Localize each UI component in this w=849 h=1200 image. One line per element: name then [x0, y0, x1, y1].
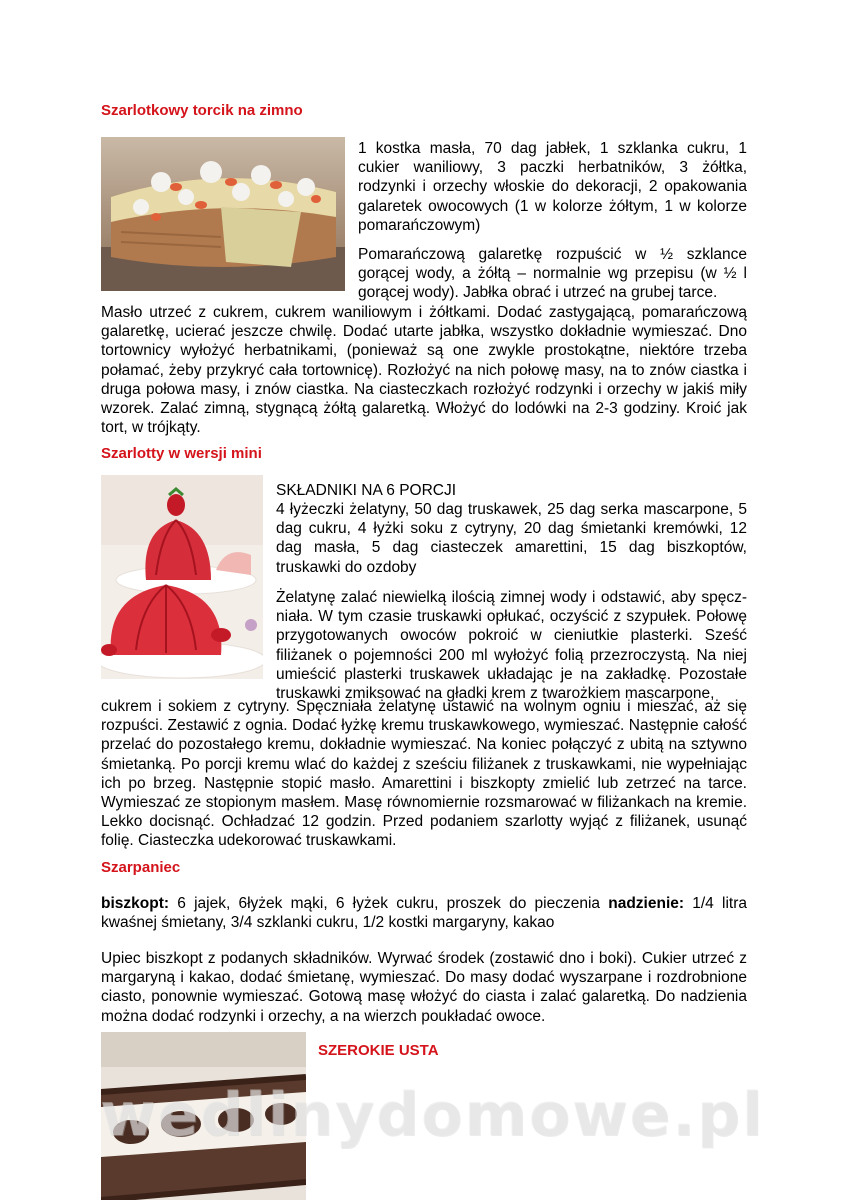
recipe2-ingredients: 4 łyżeczki żelatyny, 50 dag truskawek, 25 dag serka mascarpone, 5 dag cukru, 4 łyżki soku z cytryny, 20 dag śmietanki kremówki, 12 dag masła, 5 dag ciasteczek amarettini, 15 dag biszkoptów, truskawki do ozdoby	[276, 501, 747, 576]
recipe1-method-intro: Pomarańczową galaretkę rozpuścić w ½ szklance gorącej wody, a żółtą – normalnie wg przepisu (w ½ l gorącej wody). Jabłka obrać i utrzeć na grubej tarce.	[358, 246, 747, 302]
szerokie-usta-cake-photo	[101, 1032, 306, 1200]
recipe1-title: Szarlotkowy torcik na zimno	[101, 102, 303, 119]
biszkopt-label: biszkopt:	[101, 895, 170, 912]
recipe3-method: Upiec biszkopt z podanych składników. Wyrwać środek (zostawić dno i boki). Cukier utrzeć z margaryną i kakao, dodać śmietanę, wymieszać. Do masy dodać wyszarpane i rozdrobnione ciasto, ponownie wymieszać. Gotową masę włożyć do ciasta i zalać galaretką. Do nadzienia można dodać rodzynki i orzechy, a na wierzch poukładać owoce.	[101, 950, 747, 1025]
recipe2-title: Szarlotty w wersji mini	[101, 445, 262, 462]
recipe3-title: Szarpaniec	[101, 859, 181, 876]
strawberry-charlotte-photo	[101, 475, 263, 679]
szarlotka-cake-photo	[101, 137, 345, 291]
recipe1-method: Masło utrzeć z cukrem, cukrem waniliowym i żółtkami. Dodać zastygającą, pomarańczową galaretkę, ucierać jeszcze chwilę. Dodać utarte jabłka, wszystko dokładnie wymieszać. Dno tortownicy wyłożyć herbatnikami, (ponieważ są one zwykle prostokątne, niektóre trzeba połamać, żeby przykryć cała tortownicę). Rozłożyć na nich połowę masy, na to znów ciastka i druga połowa masy, i znów ciastka. Na ciasteczkach rozłożyć rodzynki i orzechy w jakiś miły wzorek. Zalać zimną, stygnącą żółtą galaretką. Włożyć do lodówki na 2-3 godziny. Kroić jak tort, w trójkąty.	[101, 304, 747, 437]
recipe1-ingredients: 1 kostka masła, 70 dag jabłek, 1 szklanka cukru, 1 cukier waniliowy, 3 paczki herbatników, 3 żółtka, rodzynki i orzechy włoskie do dekoracji, 2 opakowania galaretek owocowych (1 w kolorze żółtym, 1 w kolorze pomarańczowym)	[358, 140, 747, 234]
recipe4-title: SZEROKIE USTA	[318, 1042, 439, 1059]
nadzienie-ingredients: 1/4 litra kwaśnej śmietany, 3/4 szklanki cukru, 1/2 kostki margaryny, kakao	[101, 895, 747, 932]
nadzienie-label: nadzienie:	[608, 895, 685, 912]
recipe3-ingredients	[101, 894, 747, 932]
recipe2-servings-heading: SKŁADNIKI NA 6 PORCJI	[276, 482, 457, 499]
site-watermark: wedlinydomowe.pl	[100, 1080, 765, 1150]
biszkopt-ingredients: 6 jajek, 6łyżek mąki, 6 łyżek cukru, proszek do pieczenia	[169, 895, 609, 912]
recipe2-method: cukrem i sokiem z cytryny. Spęczniała żelatynę ustawić na wolnym ogniu i mieszać, aż się rozpuści. Zestawić z ognia. Dodać łyżkę kremu truskawkowego, wymieszać. Następnie całość przelać do pozostałego kremu, dokładnie wymieszać. Na koniec połączyć z ubitą na sztywno śmietanką. Po porcji kremu wlać do każdej z sześciu filiżanek z truskawkami, nie wypełniając ich po brzeg. Następnie stopić masło. Amarettini i biszkopty zmielić lub zetrzeć na tarce. Wymieszać ze stopionym masłem. Masę równomiernie rozsmarować w filiżankach na kremie. Lekko docisnąć. Ochładzać 12 godzin. Przed podaniem szarlotty wyjąć z filiżanek, usunąć folię. Ciasteczka udekorować truskawkami.	[101, 698, 747, 850]
recipe2-method-intro: Żelatynę zalać niewielką ilością zimnej wody i odstawić, aby spęcz-niała. W tym czasie truskawki opłukać, oczyścić z szypułek. Połowę przygotowanych owoców pokroić w cieniutkie plasterki. Sześć filiżanek o pojemności 200 ml wyłożyć folią przezroczystą. Na niej umieścić plasterki truskawek układając je na zakładkę. Pozostałe truskawki zmiksować na gładki krem z twarożkiem mascarpone,	[276, 589, 747, 703]
